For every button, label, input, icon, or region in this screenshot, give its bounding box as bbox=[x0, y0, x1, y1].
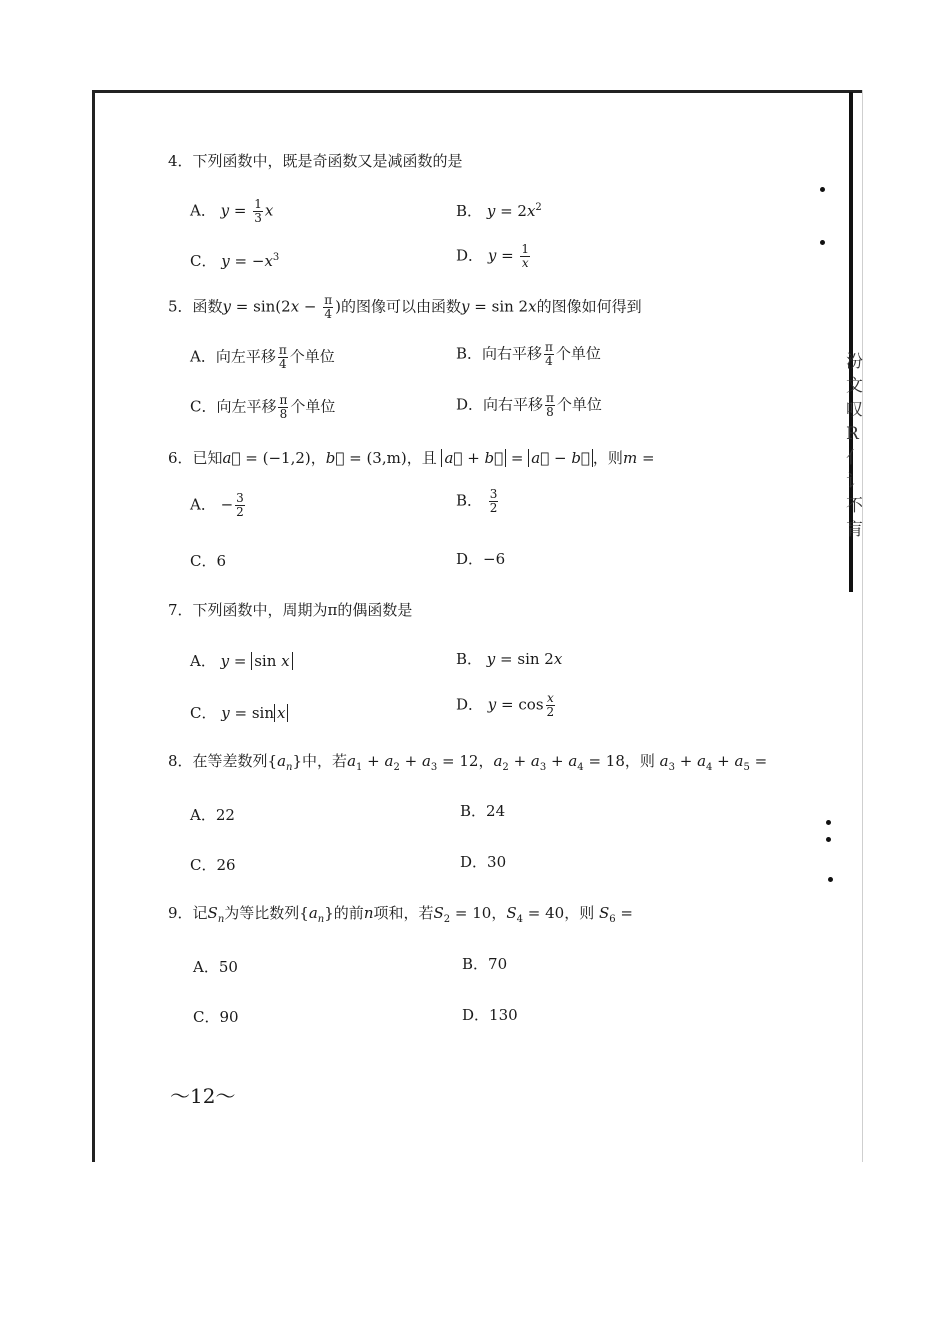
q8-option-b: B．24 bbox=[460, 802, 506, 820]
q6-option-d: D．−6 bbox=[456, 550, 506, 568]
question-9-stem: 9．记$S_n$为等比数列$\{a_n\}$的前n项和，若$S_2 = 10$，$S_4 = 40$，则 $S_6$ = bbox=[168, 904, 633, 925]
question-4-stem: 4．下列函数中，既是奇函数又是减函数的是 bbox=[168, 152, 463, 170]
q4-option-c: C． $y = -x^3$ bbox=[190, 252, 280, 270]
q9-option-c: C．90 bbox=[193, 1008, 239, 1026]
q8-option-c: C．26 bbox=[190, 856, 236, 874]
page-border-right bbox=[862, 90, 863, 1162]
scan-speck bbox=[828, 877, 833, 882]
page-border-top bbox=[93, 90, 863, 93]
q8-option-d: D．30 bbox=[460, 853, 507, 871]
q6-option-c: C．6 bbox=[190, 552, 227, 570]
binding-side-text: 汾文叹 R 亻 讠 不 肓 bbox=[846, 352, 863, 540]
q7-option-d: D． y = cos $\frac{x}{2}$ bbox=[456, 691, 555, 719]
scan-speck bbox=[820, 187, 825, 192]
q7-option-c: C． y = sin x bbox=[190, 702, 288, 723]
page-number: ～12～ bbox=[170, 1084, 236, 1108]
q7-option-a: A． y = sin x bbox=[190, 650, 293, 671]
question-5-stem: 5．函数y = sin(2x − $\frac{\pi}{4}$ )的图像可以由函数y = sin 2x的图像如何得到 bbox=[168, 293, 642, 321]
q9-option-b: B．70 bbox=[462, 955, 508, 973]
q5-option-a: A．向左平移 $\frac{\pi}{4}$ 个单位 bbox=[190, 343, 335, 371]
question-7-stem: 7．下列函数中，周期为π的偶函数是 bbox=[168, 601, 413, 619]
q8-option-a: A．22 bbox=[190, 806, 235, 824]
q4-option-a: A． y = $\frac{1}{3}$ x bbox=[190, 197, 274, 225]
q5-option-b: B．向右平移 $\frac{\pi}{4}$ 个单位 bbox=[456, 340, 601, 368]
q5-option-d: D．向右平移 $\frac{\pi}{8}$ 个单位 bbox=[456, 391, 602, 419]
scan-speck bbox=[826, 837, 831, 842]
question-8-stem: 8．在等差数列$\{a_n\}$中，若$a_1 + a_2 + a_3 = 12$，$a_2 + a_3 + a_4 = 18$，则 $a_3 + a_4 + a_5$ = bbox=[168, 752, 768, 773]
q6-option-b: B． $\frac{3}{2}$ bbox=[456, 487, 498, 515]
scan-speck bbox=[820, 240, 825, 245]
scan-speck bbox=[826, 820, 831, 825]
question-6-stem: 6．已知a⃗ = (−1,2)，b⃗ = (3,m)，且 a⃗ + b⃗ = a⃗ − b⃗ ，则m = bbox=[168, 449, 655, 467]
q6-option-a: A． − $\frac{3}{2}$ bbox=[190, 491, 244, 519]
q4-option-d: D． y = $\frac{1}{x}$ bbox=[456, 242, 530, 270]
page-border-left bbox=[92, 90, 95, 1162]
q9-option-a: A．50 bbox=[193, 958, 238, 976]
q5-option-c: C．向左平移 $\frac{\pi}{8}$ 个单位 bbox=[190, 393, 336, 421]
q7-option-b: B． y = sin 2x bbox=[456, 650, 563, 668]
q9-option-d: D．130 bbox=[462, 1006, 518, 1024]
q4-option-b: B． $y = 2x^2$ bbox=[456, 202, 542, 220]
